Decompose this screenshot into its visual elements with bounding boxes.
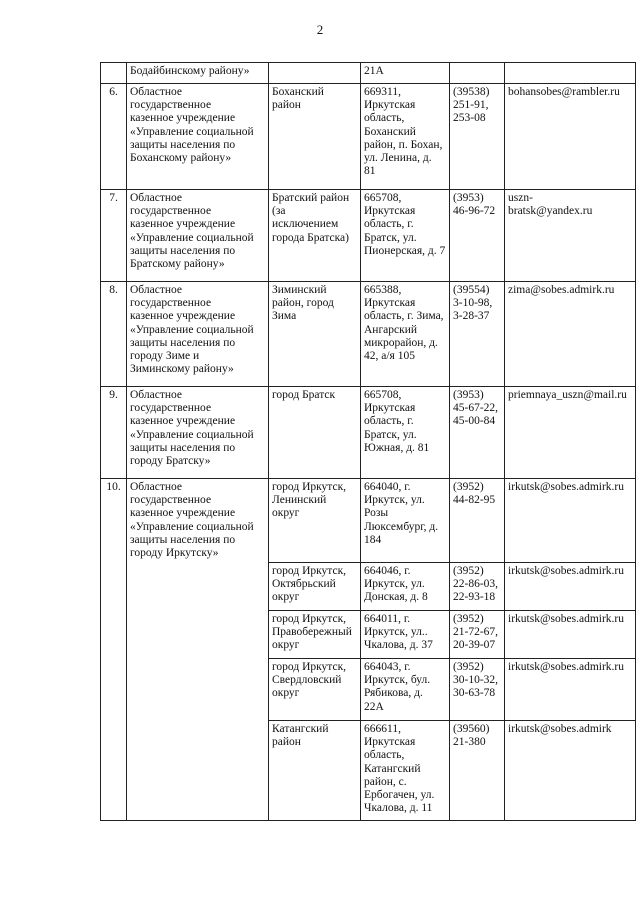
institution-name-cell: Областное государственное казенное учреждение «Управление социальной защиты населения по Боханскому району» xyxy=(127,84,269,190)
address-cell: 664011, г. Иркутск, ул.. Чкалова, д. 37 xyxy=(361,611,450,659)
page-number: 2 xyxy=(316,22,324,37)
address-cell: 665708, Иркутская область, г. Братск, ул. Пионерская, д. 7 xyxy=(361,190,450,282)
institution-name-cell: Областное государственное казенное учреждение «Управление социальной защиты населения по городу Зиме и Зиминскому району» xyxy=(127,282,269,387)
address-cell: 669311, Иркутская область, Боханский район, п. Бохан, ул. Ленина, д. 81 xyxy=(361,84,450,190)
service-area-cell: Катангский район xyxy=(269,721,361,821)
institution-name-cell: Областное государственное казенное учреждение «Управление социальной защиты населения по городу Иркутску» xyxy=(127,479,269,821)
email-cell: irkutsk@sobes.admirk xyxy=(505,721,636,821)
phone-cell: (39538) 251-91, 253-08 xyxy=(450,84,505,190)
table-row xyxy=(101,479,636,563)
row-number-cell: 7. xyxy=(101,190,127,282)
table-row xyxy=(101,84,636,190)
address-cell: 664040, г. Иркутск, ул. Розы Люксембург, д. 184 xyxy=(361,479,450,563)
phone-cell: (3952) 21-72-67, 20-39-07 xyxy=(450,611,505,659)
phone-cell: (3952) 44-82-95 xyxy=(450,479,505,563)
address-cell: 666611, Иркутская область, Катангский район, с. Ербогачен, ул. Чкалова, д. 11 xyxy=(361,721,450,821)
email-cell: irkutsk@sobes.admirk.ru xyxy=(505,659,636,721)
phone-cell: (3952) 30-10-32, 30-63-78 xyxy=(450,659,505,721)
phone-cell: (3953) 45-67-22, 45-00-84 xyxy=(450,387,505,479)
service-area-cell: Зиминский район, город Зима xyxy=(269,282,361,387)
email-cell: irkutsk@sobes.admirk.ru xyxy=(505,479,636,563)
service-area-cell: город Иркутск, Правобережный округ xyxy=(269,611,361,659)
row-number-cell: 8. xyxy=(101,282,127,387)
institution-name-cell: Областное государственное казенное учреждение «Управление социальной защиты населения по городу Братску» xyxy=(127,387,269,479)
table-row xyxy=(101,282,636,387)
phone-cell xyxy=(450,63,505,84)
institutions-table xyxy=(100,62,636,821)
service-area-cell: город Иркутск, Ленинский округ xyxy=(269,479,361,563)
service-area-cell: город Братск xyxy=(269,387,361,479)
email-cell: bohansobes@rambler.ru xyxy=(505,84,636,190)
row-number-cell: 6. xyxy=(101,84,127,190)
email-cell: uszn- bratsk@yandex.ru xyxy=(505,190,636,282)
email-cell: irkutsk@sobes.admirk.ru xyxy=(505,563,636,611)
table-row xyxy=(101,63,636,84)
address-cell: 665388, Иркутская область, г. Зима, Ангарский микрорайон, д. 42, а/я 105 xyxy=(361,282,450,387)
service-area-cell: Братский район (за исключением города Братска) xyxy=(269,190,361,282)
phone-cell: (3953) 46-96-72 xyxy=(450,190,505,282)
address-cell: 664043, г. Иркутск, бул. Рябикова, д. 22А xyxy=(361,659,450,721)
phone-cell: (3952) 22-86-03, 22-93-18 xyxy=(450,563,505,611)
address-cell: 21А xyxy=(361,63,450,84)
table-row xyxy=(101,190,636,282)
table-row xyxy=(101,387,636,479)
email-cell: irkutsk@sobes.admirk.ru xyxy=(505,611,636,659)
service-area-cell: Боханский район xyxy=(269,84,361,190)
address-cell: 665708, Иркутская область, г. Братск, ул. Южная, д. 81 xyxy=(361,387,450,479)
email-cell xyxy=(505,63,636,84)
service-area-cell: город Иркутск, Свердловский округ xyxy=(269,659,361,721)
service-area-cell xyxy=(269,63,361,84)
email-cell: priemnaya_uszn@mail.ru xyxy=(505,387,636,479)
institution-name-cell: Бодайбинскому району» xyxy=(127,63,269,84)
address-cell: 664046, г. Иркутск, ул. Донская, д. 8 xyxy=(361,563,450,611)
phone-cell: (39560) 21-380 xyxy=(450,721,505,821)
service-area-cell: город Иркутск, Октябрьский округ xyxy=(269,563,361,611)
row-number-cell: 10. xyxy=(101,479,127,821)
row-number-cell: 9. xyxy=(101,387,127,479)
phone-cell: (39554) 3-10-98, 3-28-37 xyxy=(450,282,505,387)
email-cell: zima@sobes.admirk.ru xyxy=(505,282,636,387)
institution-name-cell: Областное государственное казенное учреждение «Управление социальной защиты населения по Братскому району» xyxy=(127,190,269,282)
row-number-cell xyxy=(101,63,127,84)
